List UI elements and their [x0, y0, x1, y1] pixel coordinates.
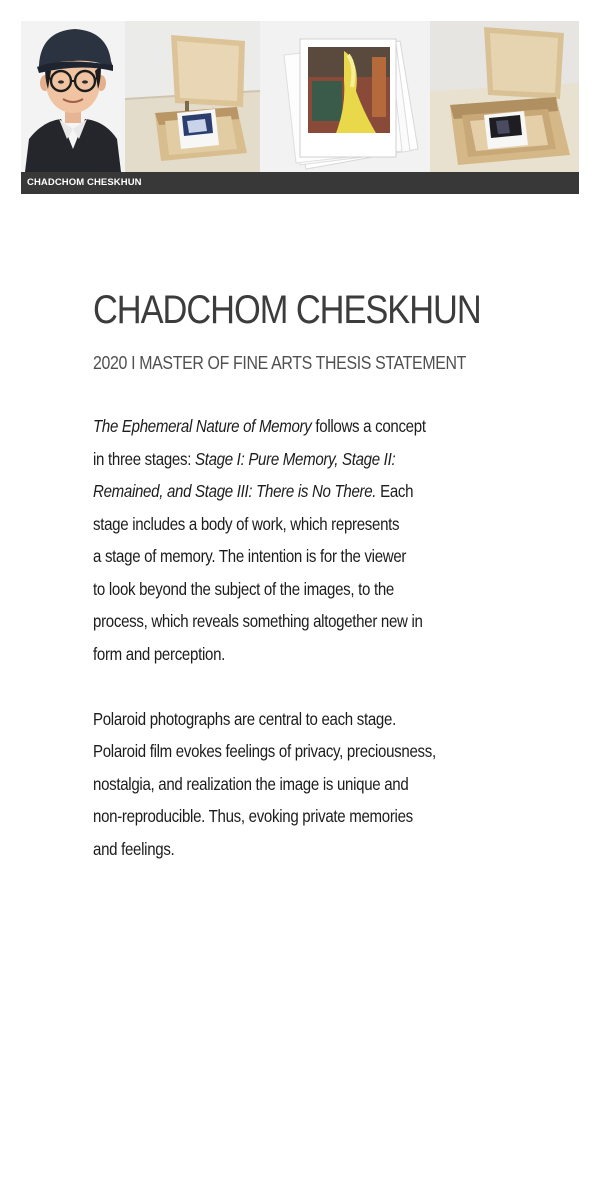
thesis-statement [93, 282, 533, 865]
paragraph-1-line-6: to look beyond the subject of the images, to the [93, 578, 394, 599]
paragraph-2-line-4: non-reproducible. Thus, evoking private memories [93, 806, 413, 826]
paragraph-1-line-8: form and perception. [93, 643, 226, 664]
paragraph-1-line-4: stage includes a body of work, which represents [93, 513, 400, 534]
wooden-box-photo-left [125, 21, 260, 172]
header-banner [21, 21, 579, 194]
text-run: in three stages: [93, 448, 195, 469]
statement-body [93, 410, 533, 865]
paragraph-2-line-1: Polaroid photographs are central to each stage. [93, 708, 396, 729]
text-run: follows a concept [311, 416, 426, 436]
page-title: CHADCHOM CHESKHUN [93, 288, 481, 332]
wooden-box-photo-right [430, 21, 579, 172]
paragraph-2-line-5: and feelings. [93, 838, 175, 859]
paragraph-1-line-5: a stage of memory. The intention is for the viewer [93, 546, 407, 566]
banner-caption: CHADCHOM CHESKHUN [27, 177, 142, 188]
stage-names-italic: Stage I: Pure Memory, Stage II: [194, 448, 396, 469]
stage-names-italic: Remained, and Stage III: There is No There. [93, 481, 377, 501]
artwork-title: The Ephemeral Nature of Memory [93, 416, 312, 436]
paragraph-1-line-1 [93, 410, 471, 443]
paragraph-1-line-3 [93, 475, 471, 508]
paragraph-2-line-3: nostalgia, and realization the image is unique and [93, 773, 409, 794]
paragraph-1-line-2 [93, 443, 471, 476]
page-subtitle: 2020 I MASTER OF FINE ARTS THESIS STATEMENT [93, 352, 467, 373]
paragraph-1-line-7: process, which reveals something altogether new in [93, 611, 423, 631]
polaroid-stack-photo [260, 21, 430, 172]
artist-portrait [21, 21, 125, 172]
text-run: Each [376, 481, 414, 501]
paragraph-2-line-2: Polaroid film evokes feelings of privacy, preciousness, [93, 741, 436, 761]
banner-caption-bar [21, 172, 579, 194]
paragraph-gap [93, 670, 533, 703]
